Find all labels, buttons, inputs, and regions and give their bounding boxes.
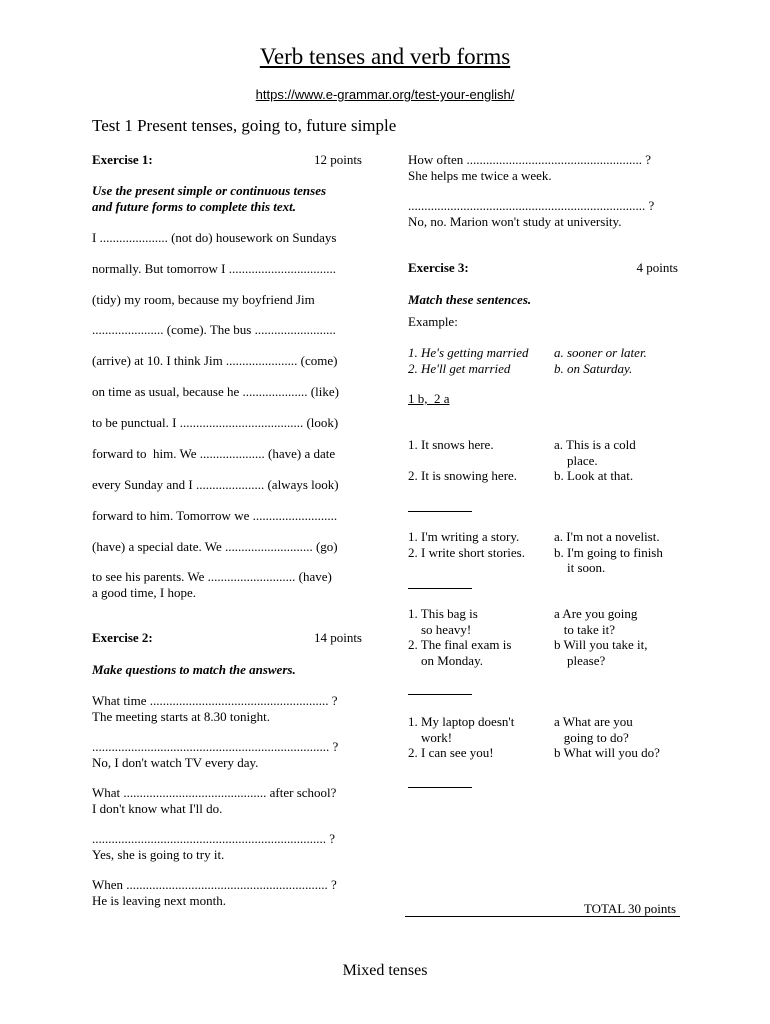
answer-line[interactable] [408, 511, 472, 512]
exercise-3-heading: Exercise 3: [408, 260, 469, 275]
question-item: ......................................................................... ? No, I don't watch TV every day. [92, 739, 339, 770]
answer-line[interactable] [408, 588, 472, 589]
example-right: a. sooner or later. b. on Saturday. [554, 345, 647, 376]
question-item: ......................................................................... ? No, no. Marion won't study at university. [408, 198, 655, 229]
exercise-2-instruction: Make questions to match the answers. [92, 662, 296, 677]
answer-line[interactable] [408, 694, 472, 695]
exercise-1-line: to be punctual. I ...................................... (look) [92, 415, 339, 430]
exercise-1-line: forward to him. We .................... (have) a date [92, 446, 336, 461]
exercise-1-line: ...................... (come). The bus ......................... [92, 322, 336, 337]
match-right: a. I'm not a novelist. b. I'm going to finish it soon. [554, 529, 663, 575]
question-item: What time ....................................................... ? The meeting starts at 8.30 tonight. [92, 693, 338, 724]
match-left: 1. This bag is so heavy! 2. The final exam is on Monday. [408, 606, 512, 668]
exercise-1-heading: Exercise 1: [92, 152, 153, 167]
example-answer: 1 b, 2 a [408, 391, 450, 406]
exercise-3-instruction: Match these sentences. [408, 292, 532, 307]
exercise-2-points: 14 points [313, 630, 362, 645]
match-left: 1. My laptop doesn't work! 2. I can see you! [408, 714, 515, 760]
exercise-1-line: (arrive) at 10. I think Jim ...................... (come) [92, 353, 338, 368]
exercise-1-line: on time as usual, because he .................... (like) [92, 384, 339, 399]
page-footer: Mixed tenses [342, 962, 428, 979]
question-item: How often ...................................................... ? She helps me twice a week. [408, 152, 652, 183]
exercise-3-points: 4 points [636, 260, 678, 275]
match-left: 1. I'm writing a story. 2. I write short stories. [408, 529, 525, 560]
exercise-1-line: I ..................... (not do) housework on Sundays [92, 230, 337, 245]
match-right: a. This is a cold place. b. Look at that. [554, 437, 636, 483]
document-title: Verb tenses and verb forms [259, 44, 511, 69]
exercise-1-line: forward to him. Tomorrow we .......................... [92, 508, 338, 523]
match-right: a Are you going to take it? b Will you take it, please? [554, 606, 648, 668]
exercise-1-points: 12 points [313, 152, 362, 167]
total-divider [405, 916, 680, 917]
exercise-1-line: every Sunday and I ..................... (always look) [92, 477, 339, 492]
exercise-1-line: to see his parents. We ........................... (have) a good time, I hope. [92, 569, 332, 600]
match-left: 1. It snows here. 2. It is snowing here. [408, 437, 518, 483]
match-right: a What are you going to do? b What will you do? [554, 714, 660, 760]
exercise-1-line: (have) a special date. We ........................... (go) [92, 539, 338, 554]
exercise-1-instruction: Use the present simple or continuous tenses and future forms to complete this text. [92, 183, 327, 214]
exercise-1-line: normally. But tomorrow I ................................. [92, 261, 336, 276]
question-item: When .............................................................. ? He is leaving next month. [92, 877, 337, 908]
exercise-1-line: (tidy) my room, because my boyfriend Jim [92, 292, 315, 307]
total-points: TOTAL 30 points [583, 901, 676, 916]
example-label: Example: [408, 314, 458, 329]
answer-line[interactable] [408, 787, 472, 788]
question-item: ........................................................................ ? Yes, she is going to try it. [92, 831, 336, 862]
source-link[interactable]: https://www.e-grammar.org/test-your-english/ [255, 87, 515, 102]
test-subtitle: Test 1 Present tenses, going to, future simple [92, 116, 397, 135]
question-item: What ............................................ after school? I don't know what I'll do. [92, 785, 337, 816]
example-left: 1. He's getting married 2. He'll get married [408, 345, 529, 376]
exercise-2-heading: Exercise 2: [92, 630, 153, 645]
